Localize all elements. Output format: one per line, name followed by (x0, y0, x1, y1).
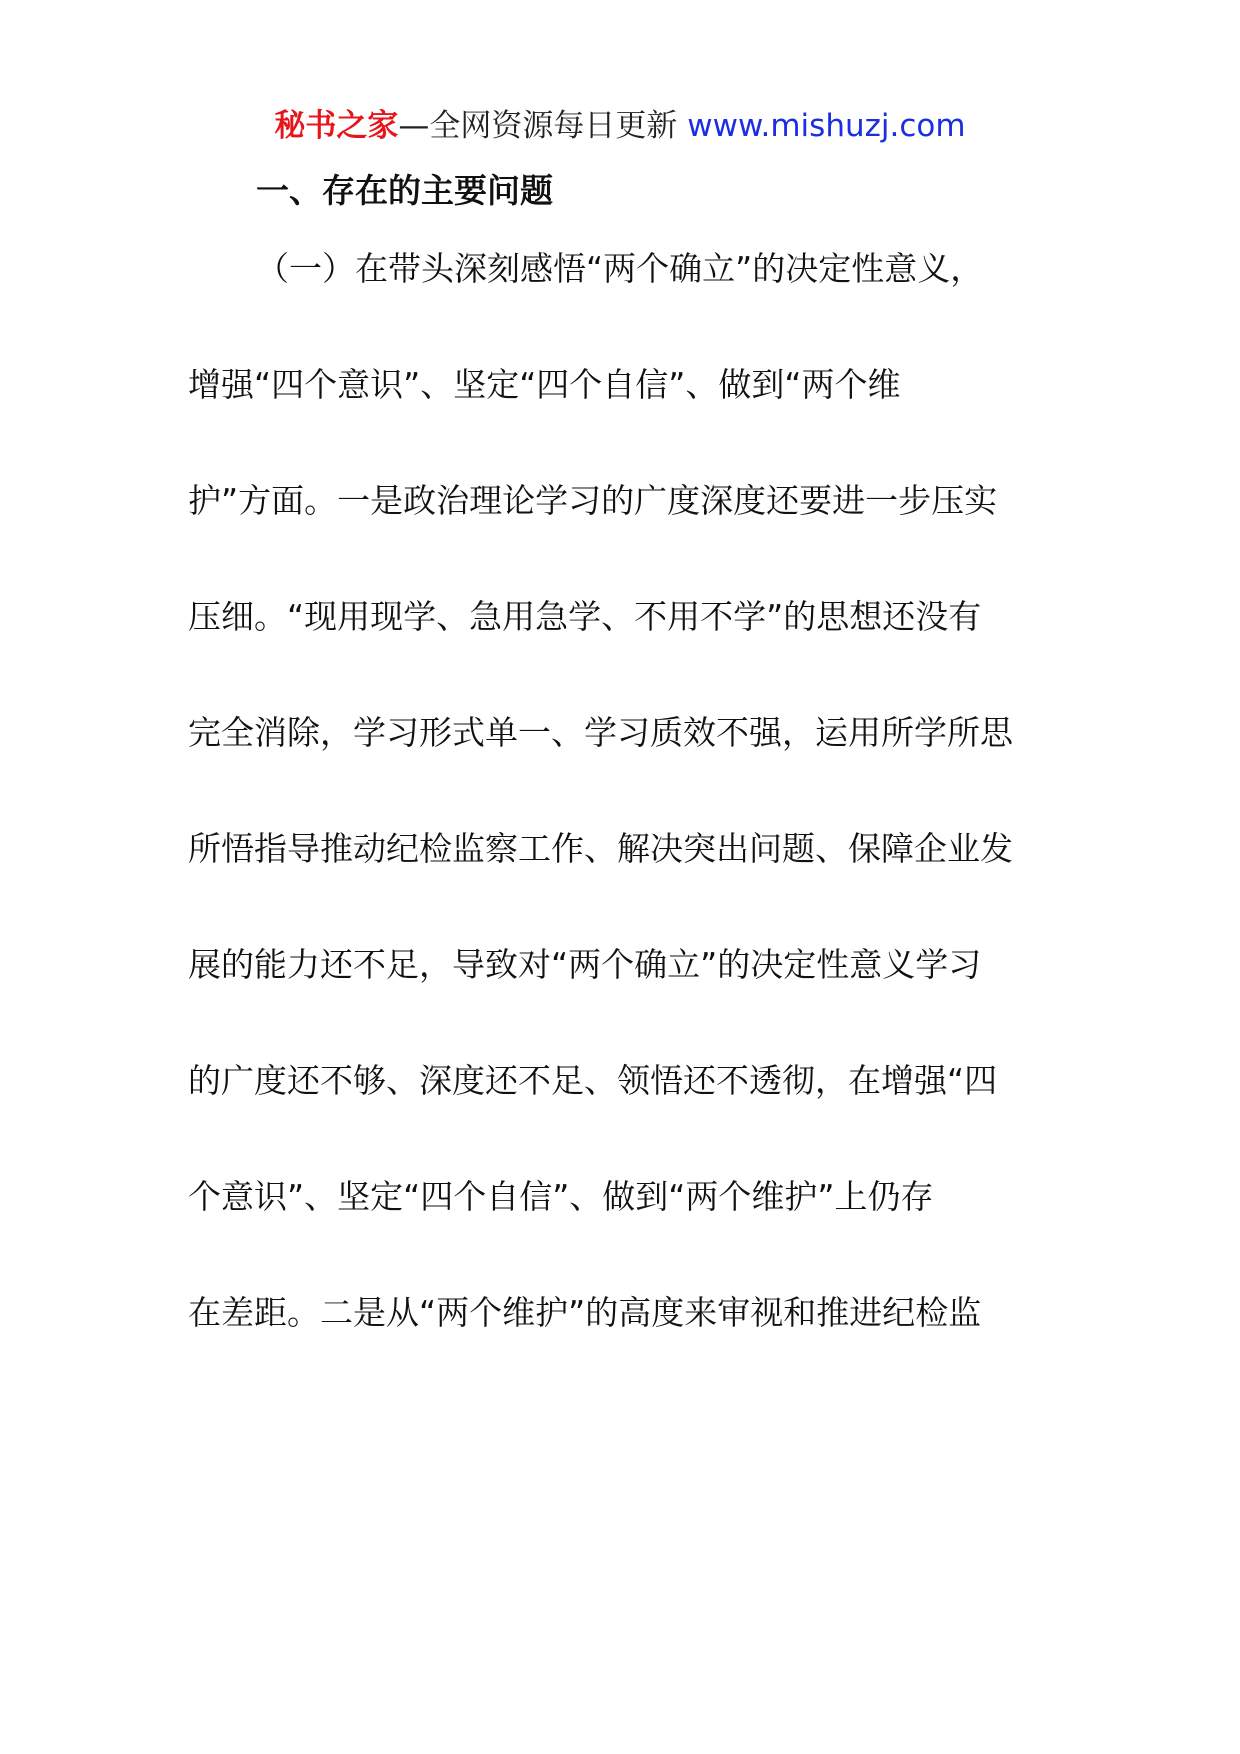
paragraph-line: （一）在带头深刻感悟“两个确立”的决定性意义， (256, 249, 984, 288)
paragraph-line: 个意识”、坚定“四个自信”、做到“两个维护”上仍存 (188, 1177, 934, 1216)
brand-name: 秘书之家 (274, 108, 399, 144)
paragraph-line: 的广度还不够、深度还不足、领悟还不透彻，在增强“四 (188, 1061, 998, 1100)
paragraph-line: 护”方面。一是政治理论学习的广度深度还要进一步压实 (188, 481, 998, 520)
paragraph-line: 展的能力还不足，导致对“两个确立”的决定性意义学习 (188, 945, 982, 984)
paragraph-line: 压细。“现用现学、急用急学、不用不学”的思想还没有 (188, 597, 982, 636)
paragraph-line: 增强“四个意识”、坚定“四个自信”、做到“两个维 (188, 365, 901, 404)
paragraph-line: 完全消除，学习形式单一、学习质效不强，运用所学所思 (188, 713, 1013, 752)
paragraph-line: 在差距。二是从“两个维护”的高度来审视和推进纪检监 (188, 1293, 982, 1332)
paragraph-line: 所悟指导推动纪检监察工作、解决突出问题、保障企业发 (188, 829, 1013, 868)
site-header (0, 104, 1240, 148)
section-heading: 一、存在的主要问题 (256, 171, 553, 210)
header-slogan: —全网资源每日更新 (398, 108, 688, 144)
site-url-link[interactable]: www.mishuzj.com (687, 108, 966, 144)
